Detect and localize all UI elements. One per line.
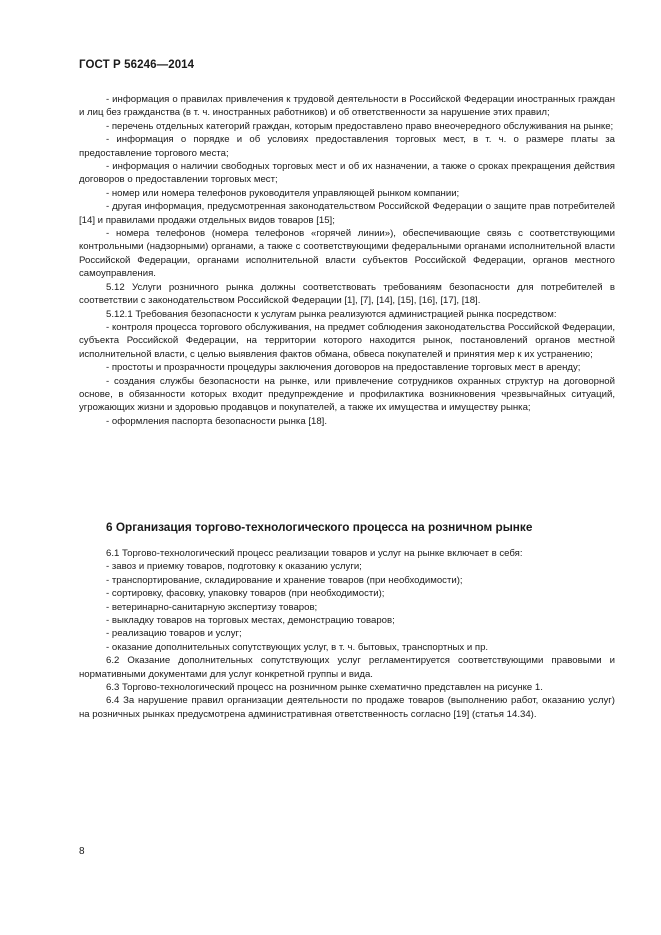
paragraph-trading-places-terms: - информация о порядке и об условиях предоставления торговых мест, в т. ч. о размере платы за предоставление торгового места;: [79, 134, 615, 159]
paragraph-safety-passport: - оформления паспорта безопасности рынка [18].: [106, 415, 327, 427]
paragraph-free-places: - информация о наличии свободных торговых мест и об их назначении, а также о сроках прекращения действия договоров о предоставлении торговых мест;: [79, 161, 615, 186]
list-item-transport: - транспортирование, складирование и хранение товаров (при необходимости);: [106, 574, 463, 586]
paragraph-6-1: 6.1 Торгово-технологический процесс реализации товаров и услуг на рынке включает в себя:: [106, 548, 523, 559]
paragraph-6-2: 6.2 Оказание дополнительных сопутствующих услуг регламентируется соответствующими правовыми и нормативными документами для услуг конкретной группы и вида.: [79, 655, 615, 680]
paragraph-manager-phones: - номер или номера телефонов руководителя управляющей рынком компании;: [106, 187, 460, 199]
paragraph-5-12-1: 5.12.1 Требования безопасности к услугам рынка реализуются администрацией рынка посредством:: [106, 308, 557, 320]
paragraph-priority-service: - перечень отдельных категорий граждан, которым предоставлено право внеочередного обслуживания на рынке;: [106, 120, 614, 132]
list-item-display: - выкладку товаров на торговых местах, демонстрацию товаров;: [106, 615, 395, 627]
list-item-sorting: - сортировку, фасовку, упаковку товаров (при необходимости);: [106, 588, 385, 600]
list-item-sales: - реализацию товаров и услуг;: [106, 628, 242, 640]
section-6-body: [79, 547, 615, 721]
list-item-extra-services: - оказание дополнительных сопутствующих услуг, в т. ч. бытовых, транспортных и пр.: [106, 641, 489, 653]
paragraph-6-4: 6.4 За нарушение правил организации деятельности по продаже товаров (выполнению работ, оказанию услуг) на розничных рынках предусмотрена административная ответственность согласно [19] (статья 14.34).: [79, 695, 615, 720]
paragraph-info-foreign-labor: - информация о правилах привлечения к трудовой деятельности в Российской Федерации иностранных граждан и лиц без гражданства (в т. ч. иностранных работников) и об ответственности за нарушение этих правил;: [79, 94, 615, 119]
paragraph-hotline: - номера телефонов (номера телефонов «горячей линии»), обеспечивающие связь с соответствующими контрольными (надзорными) органами, а также с соответствующими федеральными органами исполнительной власти Российской Федерации, органами исполнительной власти субъектов Российской Федерации, органов местного самоуправления.: [79, 228, 615, 280]
page-number: 8: [79, 846, 85, 857]
paragraph-service-control: - контроля процесса торгового обслуживания, на предмет соблюдения законодательства Российской Федерации, субъекта Российской Федерации, на территории которого находится рынок, постановлений органов местной исполнительной власти, с целью выявления фактов обмана, обвеса покупателей и принятия мер к их устранению;: [79, 321, 615, 360]
document-header: ГОСТ Р 56246—2014: [79, 59, 195, 71]
paragraph-consumer-rights: - другая информация, предусмотренная законодательством Российской Федерации о защите прав потребителей [14] и правилами продажи отдельных видов товаров [15];: [79, 201, 615, 226]
paragraph-contract-transparency: - простоты и прозрачности процедуры заключения договоров на предоставление торговых мест в аренду;: [106, 362, 581, 374]
section-6-heading: 6 Организация торгово-технологического процесса на розничном рынке: [106, 520, 533, 534]
section-5-continuation: [79, 93, 615, 428]
list-item-vet-inspection: - ветеринарно-санитарную экспертизу товаров;: [106, 601, 318, 613]
paragraph-5-12: 5.12 Услуги розничного рынка должны соответствовать требованиям безопасности для потребителей в соответствии с законодательством Российской Федерации [1], [7], [14], [15], [16], [17], [18].: [79, 281, 615, 307]
paragraph-security-service: - создания службы безопасности на рынке, или привлечение сотрудников охранных структур на договорной основе, в обязанности которых входит предупреждение и профилактика возникновения чрезвычайных ситуаций, угрожающих жизни и здоровью продавцов и покупателей, а также их имущества и имуществу рынка;: [79, 375, 615, 414]
paragraph-6-3: 6.3 Торгово-технологический процесс на розничном рынке схематично представлен на рисунке 1.: [106, 682, 543, 694]
list-item-delivery: - завоз и приемку товаров, подготовку к оказанию услуги;: [106, 561, 362, 573]
